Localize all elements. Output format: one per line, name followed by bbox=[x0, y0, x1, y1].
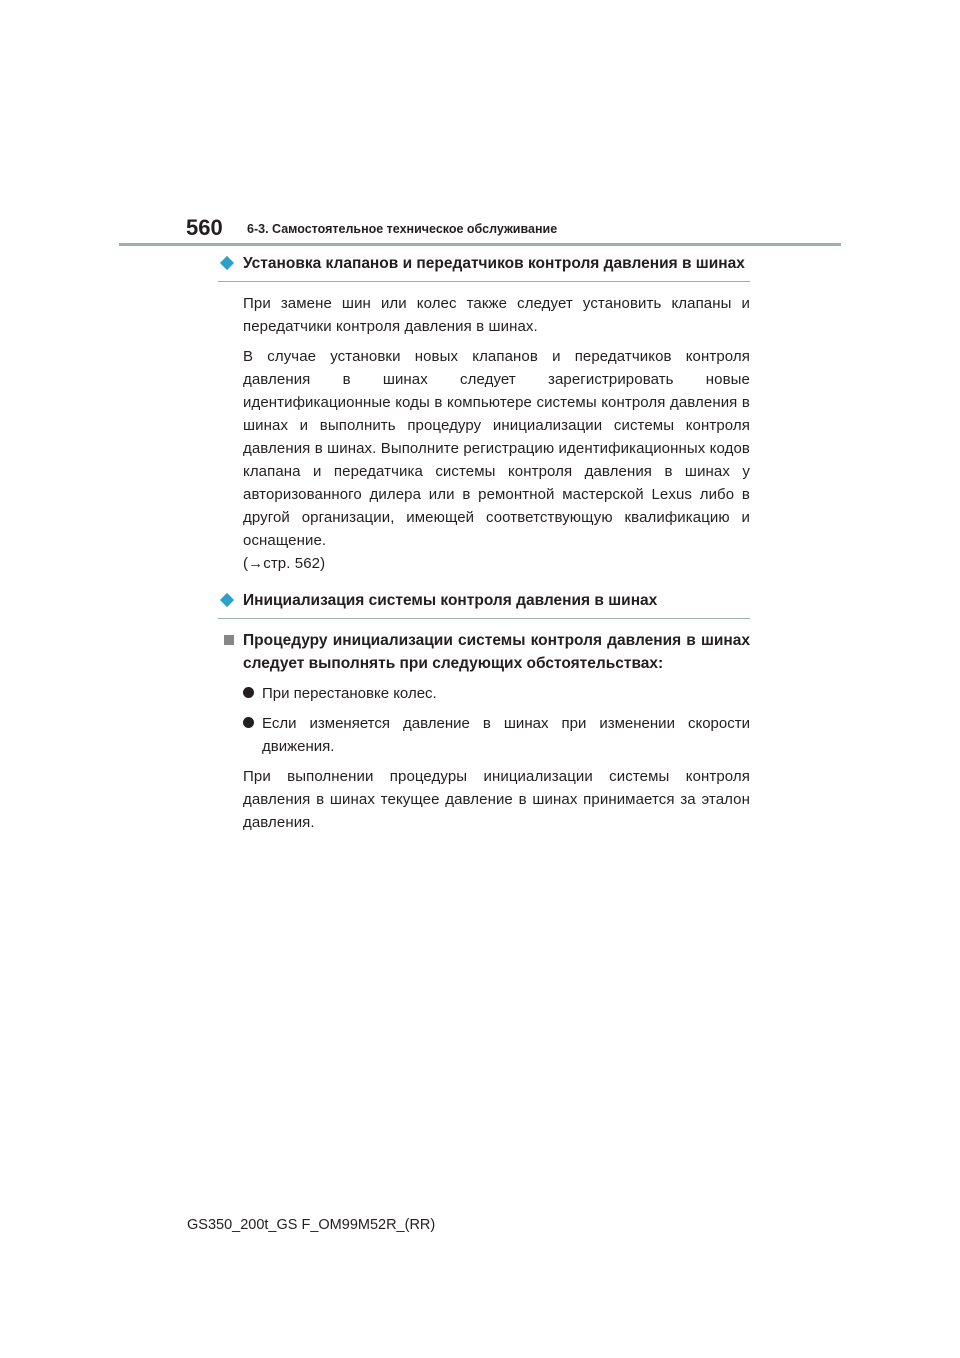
ref-text: стр. 562) bbox=[263, 555, 326, 572]
square-bullet-icon bbox=[224, 635, 234, 645]
list-item-text: При перестановке колес. bbox=[262, 685, 437, 702]
heading-divider bbox=[218, 618, 750, 619]
round-bullet-icon bbox=[243, 717, 254, 728]
list-item-text: Если изменяется давление в шинах при изменении скорости движения. bbox=[262, 715, 750, 755]
section-heading-initialization bbox=[218, 589, 750, 612]
page-reference bbox=[218, 552, 750, 575]
header-divider bbox=[119, 243, 841, 246]
section-title: 6-3. Самостоятельное техническое обслуживание bbox=[247, 222, 558, 236]
page-content bbox=[218, 252, 750, 834]
section-heading-text: Установка клапанов и передатчиков контроля давления в шинах bbox=[243, 255, 745, 272]
section-heading-valves bbox=[218, 252, 750, 275]
arrow-right-icon: → bbox=[248, 555, 264, 572]
document-code: GS350_200t_GS F_OM99M52R_(RR) bbox=[187, 1217, 436, 1233]
ref-open-paren: ( bbox=[243, 555, 249, 572]
list-item bbox=[218, 712, 750, 758]
diamond-bullet-icon bbox=[220, 256, 234, 270]
paragraph: В случае установки новых клапанов и передатчиков контроля давления в шинах следует зарегистрировать новые идентификационные коды в компьютере системы контроля давления в шинах и выполнить процедуру инициализации системы контроля давления в шинах. Выполните регистрацию идентификационных кодов клапана и передатчика системы контроля давления в шинах у авторизованного дилера или в ремонтной мастерской Lexus либо в другой организации, имеющей соответствующую квалификацию и оснащение. bbox=[243, 348, 750, 549]
page-number: 560 bbox=[186, 215, 223, 240]
heading-divider bbox=[218, 281, 750, 282]
subheading-text: Процедуру инициализации системы контроля давления в шинах следует выполнять при следующих обстоятельствах: bbox=[243, 632, 750, 672]
page-header bbox=[0, 0, 960, 250]
list-item bbox=[218, 682, 750, 705]
subheading bbox=[218, 629, 750, 675]
paragraph: При выполнении процедуры инициализации системы контроля давления в шинах текущее давление в шинах принимается за эталон давления. bbox=[243, 768, 750, 831]
paragraph: При замене шин или колес также следует установить клапаны и передатчики контроля давления в шинах. bbox=[243, 295, 750, 335]
round-bullet-icon bbox=[243, 687, 254, 698]
diamond-bullet-icon bbox=[220, 593, 234, 607]
section-heading-text: Инициализация системы контроля давления в шинах bbox=[243, 592, 658, 609]
